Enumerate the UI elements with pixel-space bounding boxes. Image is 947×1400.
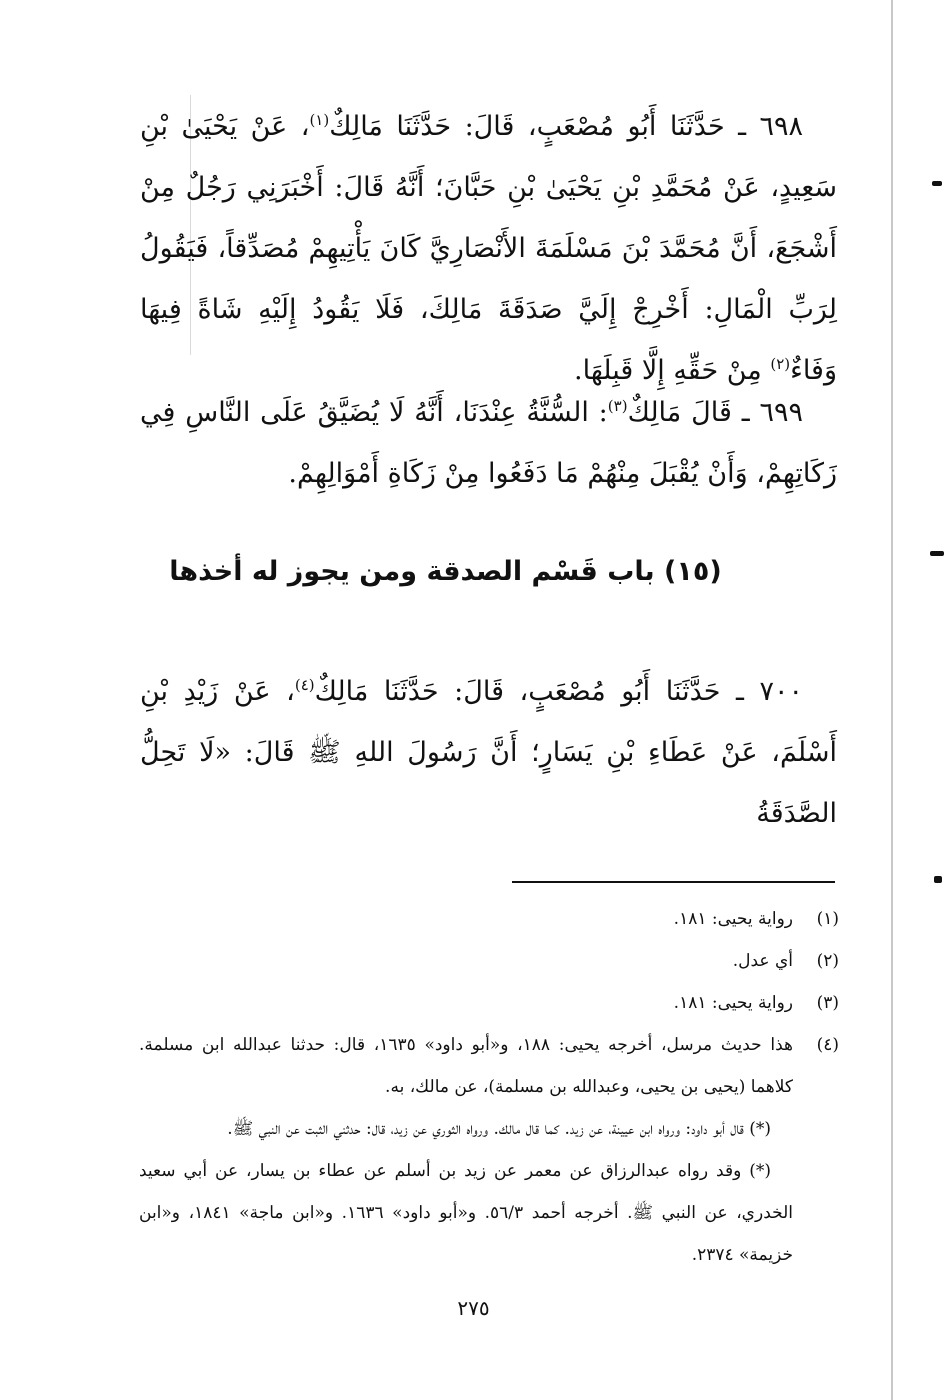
footnote-4-body — [139, 1024, 793, 1276]
chapter-heading — [0, 556, 947, 587]
footnote-4 — [139, 1024, 839, 1276]
footnote-text: هذا حديث مرسل، أخرجه يحيى: ١٨٨، و«أبو داود» ١٦٣٥، قال: حدثنا عبدالله ابن مسلمة. كلاهما (يحيى بن يحيى، وعبدالله بن مسلمة)، عن مالك، به. — [139, 1035, 793, 1097]
footnote-1 — [139, 898, 839, 940]
hadith-698-text-c: مِنْ حَقِّهِ إِلَّا قَبِلَهَا. — [574, 355, 771, 386]
hadith-700-text-b: ، عَنْ زَيْدِ بْنِ أَسْلَمَ، عَنْ عَطَاءِ بْنِ يَسَارٍ؛ أَنَّ رَسُولَ اللهِ ﷺ قَالَ: «لَا تَحِلُّ الصَّدَقَةُ — [140, 676, 837, 829]
footnote-separator — [512, 881, 835, 883]
page-number: ٢٧٥ — [457, 1296, 490, 1320]
edge-mark-lower — [934, 876, 942, 883]
footnote-subnote-1: (*) قال أبو داود: ورواه ابن عيينة، عن زيد. كما قال مالك. ورواه الثوري عن زيد، قال: حدثني الثبت عن النبي ﷺ. — [227, 1119, 771, 1139]
hadith-698-text-b: ، عَنْ يَحْيَىٰ بْنِ سَعِيدٍ، عَنْ مُحَمَّدِ بْنِ يَحْيَىٰ بْنِ حَبَّانَ؛ أَنَّهُ قَالَ: أَخْبَرَنِي رَجُلٌ مِنْ أَشْجَعَ، أَنَّ مُحَمَّدَ بْنَ مَسْلَمَةَ الأَنْصَارِيَّ كَانَ يَأْتِيهِمْ مُصَدِّقاً، فَيَقُولُ لِرَبِّ الْمَالِ: أَخْرِجْ إِلَيَّ صَدَقَةَ مَالِكَ، فَلَا يَقُودُ إِلَيْهِ شَاةً فِيهَا وَفَاءٌ — [140, 111, 837, 386]
edge-mark-top — [932, 181, 942, 186]
footnote-2 — [139, 940, 839, 982]
page-edge-line — [891, 0, 893, 1400]
footnote-text: رواية يحيى: ١٨١. — [673, 993, 793, 1013]
hadith-699 — [140, 382, 837, 504]
footnote-number: (٢) — [816, 951, 839, 971]
footnote-number: (٣) — [816, 993, 839, 1013]
footnote-ref-2[interactable]: (٢) — [770, 355, 791, 373]
footnotes — [139, 898, 839, 1276]
hadith-700-text-a: ٧٠٠ ـ حَدَّثَنَا أَبُو مُصْعَبٍ، قَالَ: حَدَّثَنَا مَالِكٌ — [314, 676, 803, 707]
chapter-heading-text: (١٥) باب قَسْم الصدقة ومن يجوز له أخذها — [169, 556, 722, 587]
hadith-700 — [140, 661, 837, 844]
footnote-number: (١) — [816, 909, 839, 929]
footnote-3 — [139, 982, 839, 1024]
footnote-text: أي عدل. — [732, 951, 793, 971]
footnote-ref-3[interactable]: (٣) — [607, 397, 628, 415]
footnote-ref-4[interactable]: (٤) — [294, 676, 315, 694]
hadith-699-text-b: : السُّنَّةُ عِنْدَنَا، أَنَّهُ لَا يُضَيَّقُ عَلَى النَّاسِ فِي زَكَاتِهِمْ، وَأَنْ يُقْبَلَ مِنْهُمْ مَا دَفَعُوا مِنْ زَكَاةِ أَمْوَالِهِمْ. — [140, 397, 837, 489]
footnote-text: رواية يحيى: ١٨١. — [673, 909, 793, 929]
footnote-ref-1[interactable]: (١) — [309, 111, 330, 129]
footnote-number: (٤) — [816, 1035, 839, 1055]
hadith-698 — [140, 96, 837, 401]
footnote-subnote-2: (*) وقد رواه عبدالرزاق عن معمر عن زيد بن أسلم عن عطاء بن يسار، عن أبي سعيد الخدري، عن النبي ﷺ. أخرجه أحمد ٥٦/٣. و«أبو داود» ١٦٣٦. و«ابن ماجة» ١٨٤١، و«ابن خزيمة» ٢٣٧٤. — [139, 1161, 793, 1265]
hadith-699-text-a: ٦٩٩ ـ قَالَ مَالِكٌ — [627, 397, 803, 428]
hadith-698-text-a: ٦٩٨ ـ حَدَّثَنَا أَبُو مُصْعَبٍ، قَالَ: حَدَّثَنَا مَالِكٌ — [329, 111, 803, 142]
